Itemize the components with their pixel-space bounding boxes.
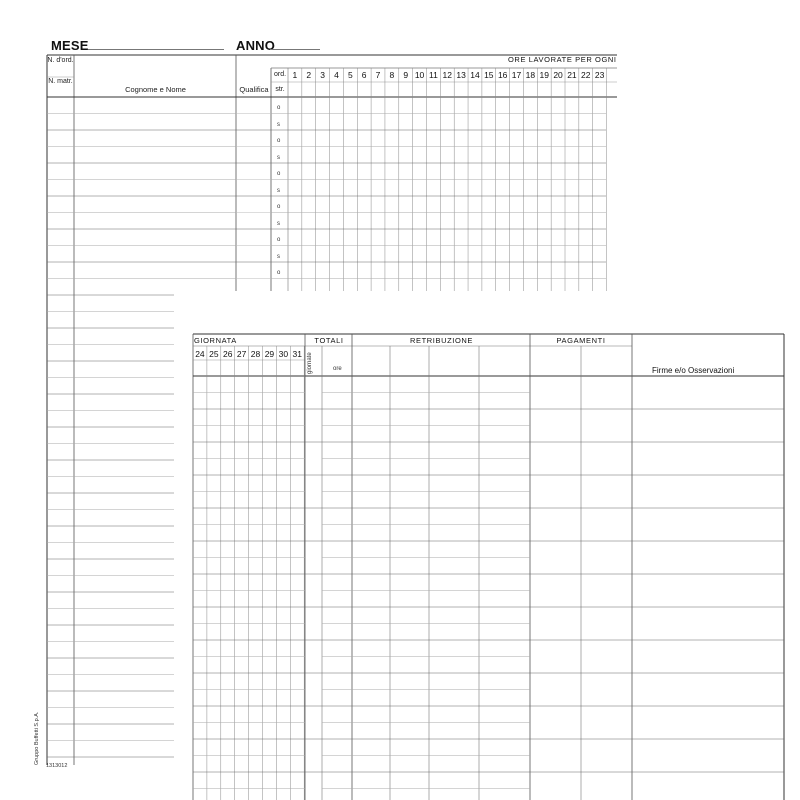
form-code: 1313012 [46,763,68,769]
row-letter: o [277,138,281,144]
day-number: 21 [567,70,577,80]
ore-lavorate-header: ORE LAVORATE PER OGNI [508,55,617,64]
row-letter: o [277,204,281,210]
day-number: 25 [209,349,219,359]
day-number: 16 [497,70,508,80]
day-number: 29 [264,349,275,359]
row-letter: o [277,105,281,111]
giornata-label: GIORNATA [194,336,237,345]
day-number: 13 [456,70,466,80]
publisher-text: Gruppo Buffetti S.p.A. [34,711,40,765]
day-number: 3 [320,70,325,80]
giornate-label: giornate [307,352,313,374]
mese-label: MESE [51,38,89,53]
totali-label: TOTALI [314,336,344,345]
day-number: 27 [236,349,247,359]
ore-label: ore [333,366,342,372]
day-number: 30 [278,349,289,359]
day-number: 6 [361,70,367,80]
day-number: 28 [250,349,261,359]
day-number: 10 [414,70,425,80]
day-number: 11 [429,70,438,80]
firme-osservazioni-label: Firme e/o Osservazioni [652,366,735,375]
day-number: 1 [292,70,298,80]
retribuzione-label: RETRIBUZIONE [409,336,474,345]
day-number: 19 [539,70,549,80]
day-number: 2 [306,70,312,80]
day-number: 23 [594,70,605,80]
row-letter: o [277,171,281,177]
qualifica-label: Qualifica [239,85,269,94]
n-matr-label: N. matr. [48,78,73,85]
day-number: 20 [553,70,563,80]
anno-label: ANNO [236,38,276,53]
row-letter: s [277,220,280,227]
n-ord-label: N. d'ord. [47,57,74,64]
day-number: 7 [375,70,381,80]
row-letter: s [277,121,280,128]
day-number: 18 [525,70,536,80]
row-letter: o [277,237,281,243]
day-number: 4 [334,70,339,80]
row-letter: o [277,270,281,276]
row-letter: s [277,154,280,161]
row-letter: s [277,187,280,194]
row-letter: s [277,253,280,260]
day-number: 12 [442,70,452,80]
day-number: 26 [223,349,233,359]
pagamenti-label: PAGAMENTI [556,336,606,345]
ord-label: ord. [273,71,287,78]
day-number: 24 [195,349,205,359]
day-number: 17 [511,70,522,80]
day-number: 8 [389,70,395,80]
day-number: 9 [403,70,409,80]
day-number: 31 [292,349,302,359]
day-number: 14 [470,70,480,80]
str-label: str. [275,86,285,93]
cognome-nome-label: Cognome e Nome [125,85,186,94]
day-number: 22 [581,70,591,80]
day-number: 15 [484,70,494,80]
day-number: 5 [347,70,353,80]
